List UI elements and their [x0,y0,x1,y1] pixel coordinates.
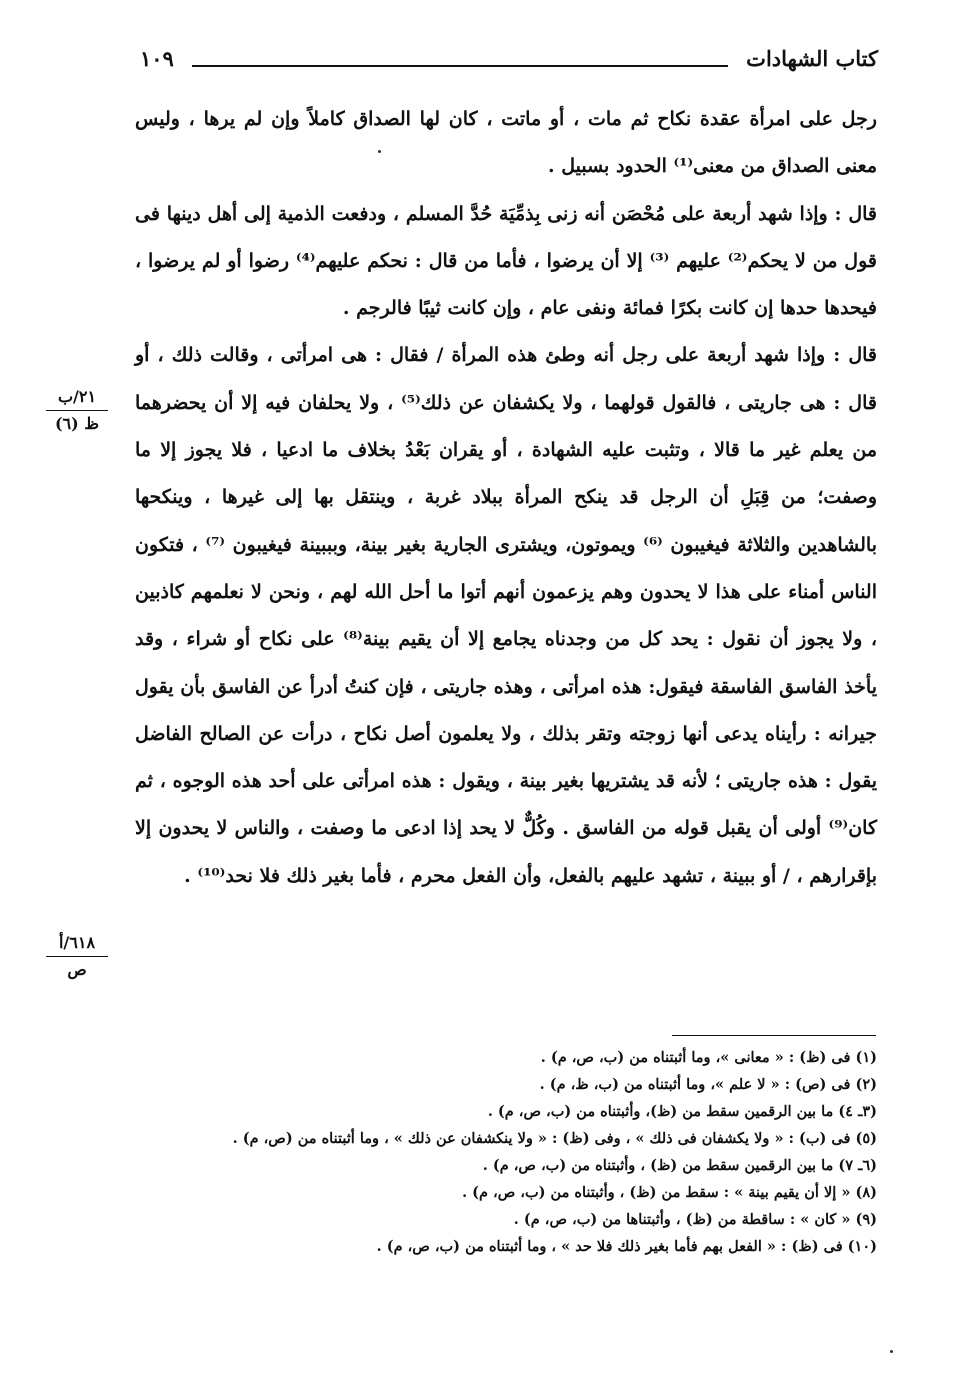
scan-speck [890,1350,893,1353]
footnote: (٣ـ ٤) ما بين الرقمين سقط من (ظ)، وأثبتناه من (ب، ص، م) . [487,1103,877,1120]
margin-note-rule [46,956,108,957]
margin-note-top: ٦١٨/أ [58,933,96,952]
paragraph-text: وإذا شهد أربعة على رجل أنه وطئ هذه المرأة / فقال : هى امرأتى ، وقالت ذلك ، أو قال : هى جاريتى ، فالقول قولهما ، ولا يكشفان عن ذلك⁽⁵⁾ ، ولا يحلفان فيه إلا أن يحضرهما من يعلم غير ما قالا ، وتثبت عليه الشهادة ، أو يقران بَعْدُ بخلاف ما ادعيا ، فلا يجوز إلا ما وصفت؛ من قِبَلِ أن الرجل قد ينكح المرأة ببلاد غربة ، وينتقل بها إلى غيرها ، وينكحها بالشاهدين والثلاثة فيغيبون ⁽⁶⁾ ويموتون، ويشترى الجارية بغير بينة، وبببينة فيغيبون ⁽⁷⁾ ، فتكون الناس أمناء على هذا لا يحدون وهم يزعمون أنهم أتوا ما أحل الله لهم ، ونحن لا نعلمهم كاذبين ، ولا يجوز أن نقول : يحد كل من وجدناه يجامع إلا أن يقيم بينة⁽⁸⁾ على نكاح أو شراء ، وقد يأخذ الفاسق الفاسقة فيقول: هذه امرأتى ، وهذه جاريتى ، فإن كنتُ أدرأ عن الفاسق بأن يقول جيرانه : رأيناه يدعى أنها زوجته وتقر بذلك ، ولا يعلمون أصل نكاح ، درأت عن الصالح الفاضل يقول : هذه جاريتى ؛ لأنه قد يشتريها بغير بينة ، ويقول : هذه امرأتى على أحد هذه الوجوه ، ثم كان⁽⁹⁾ أولى أن يقبل قوله من الفاسق . وكُلٌّ لا يحد إذا ادعى ما وصفت ، والناس لا يحدون إلا بإقرارهم ، / أو ببينة ، تشهد عليهم بالفعل، وأن الفعل محرم ، فأما بغير ذلك فلا نحد⁽¹⁰⁾ . [135,344,877,887]
paragraph-label: قال : [834,202,878,225]
footnote: (٥) فى (ب) : « ولا يكشفان فى ذلك » ، وفى (ظ) : « ولا ينكشفان عن ذلك » ، وما أثبتناه من (ص، م) . [232,1130,877,1147]
footnote: (١٠) فى (ظ) : « الفعل بهم فأما بغير ذلك فلا حد » ، وما أثبتناه من (ب، ص، م) . [376,1238,877,1255]
scan-speck [378,150,381,153]
header-rule [192,65,728,67]
paragraph [135,332,877,900]
margin-note-bottom: ظ (٦) [54,414,100,433]
footnote: (١) فى (ظ) : « معانى »، وما أثبتناه من (ب، ص، م) . [540,1049,877,1066]
margin-note-top: ٢١/ب [57,387,97,406]
footnote-rule [672,1035,876,1036]
footnote: (٨) « إلا أن يقيم بينة » : سقط من (ظ) ، وأثبتناه من (ب، ص، م) . [462,1184,877,1201]
footnote: (٦ـ ٧) ما بين الرقمين سقط من (ظ) ، وأثبتناه من (ب، ص، م) . [482,1157,877,1174]
chapter-title: كتاب الشهادات [746,46,878,71]
paragraph-text: وإذا شهد أربعة على مُحْصَن أنه زنى بِذمِّيَة حُدَّ المسلم ، ودفعت الذمية إلى أهل دينها فى قول من لا يحكم⁽²⁾ عليهم ⁽³⁾ إلا أن يرضوا ، فأما من قال : نحكم عليهم⁽⁴⁾ رضوا أو لم يرضوا ، فيحدها حدها إن كانت بكرًا فمائة ونفى عام ، وإن كانت ثيبًا فالرجم . [135,202,878,320]
running-header [140,46,878,86]
page-number: ١٠٩ [140,46,174,71]
paragraph-label: قال : [833,344,877,367]
main-text [135,96,877,900]
margin-note-bottom: ص [67,960,87,979]
footnote: (٢) فى (ص) : « لا علم »، وما أثبتناه من (ب، ظ، م) . [539,1076,877,1093]
margin-note-rule [46,410,108,411]
margin-note [40,386,114,435]
paragraph [135,191,877,333]
paragraph-text: رجل على امرأة عقدة نكاح ثم مات ، أو ماتت ، كان لها الصداق كاملاً وإن لم يرها ، وليس معنى الصداق من معنى⁽¹⁾ الحدود بسبيل . [135,108,877,178]
margin-note [40,932,114,981]
footnote: (٩) « كان » : ساقطة من (ظ) ، وأثبتناها من (ب، ص، م) . [513,1211,877,1228]
footnotes [117,1044,877,1260]
paragraph [135,96,877,191]
